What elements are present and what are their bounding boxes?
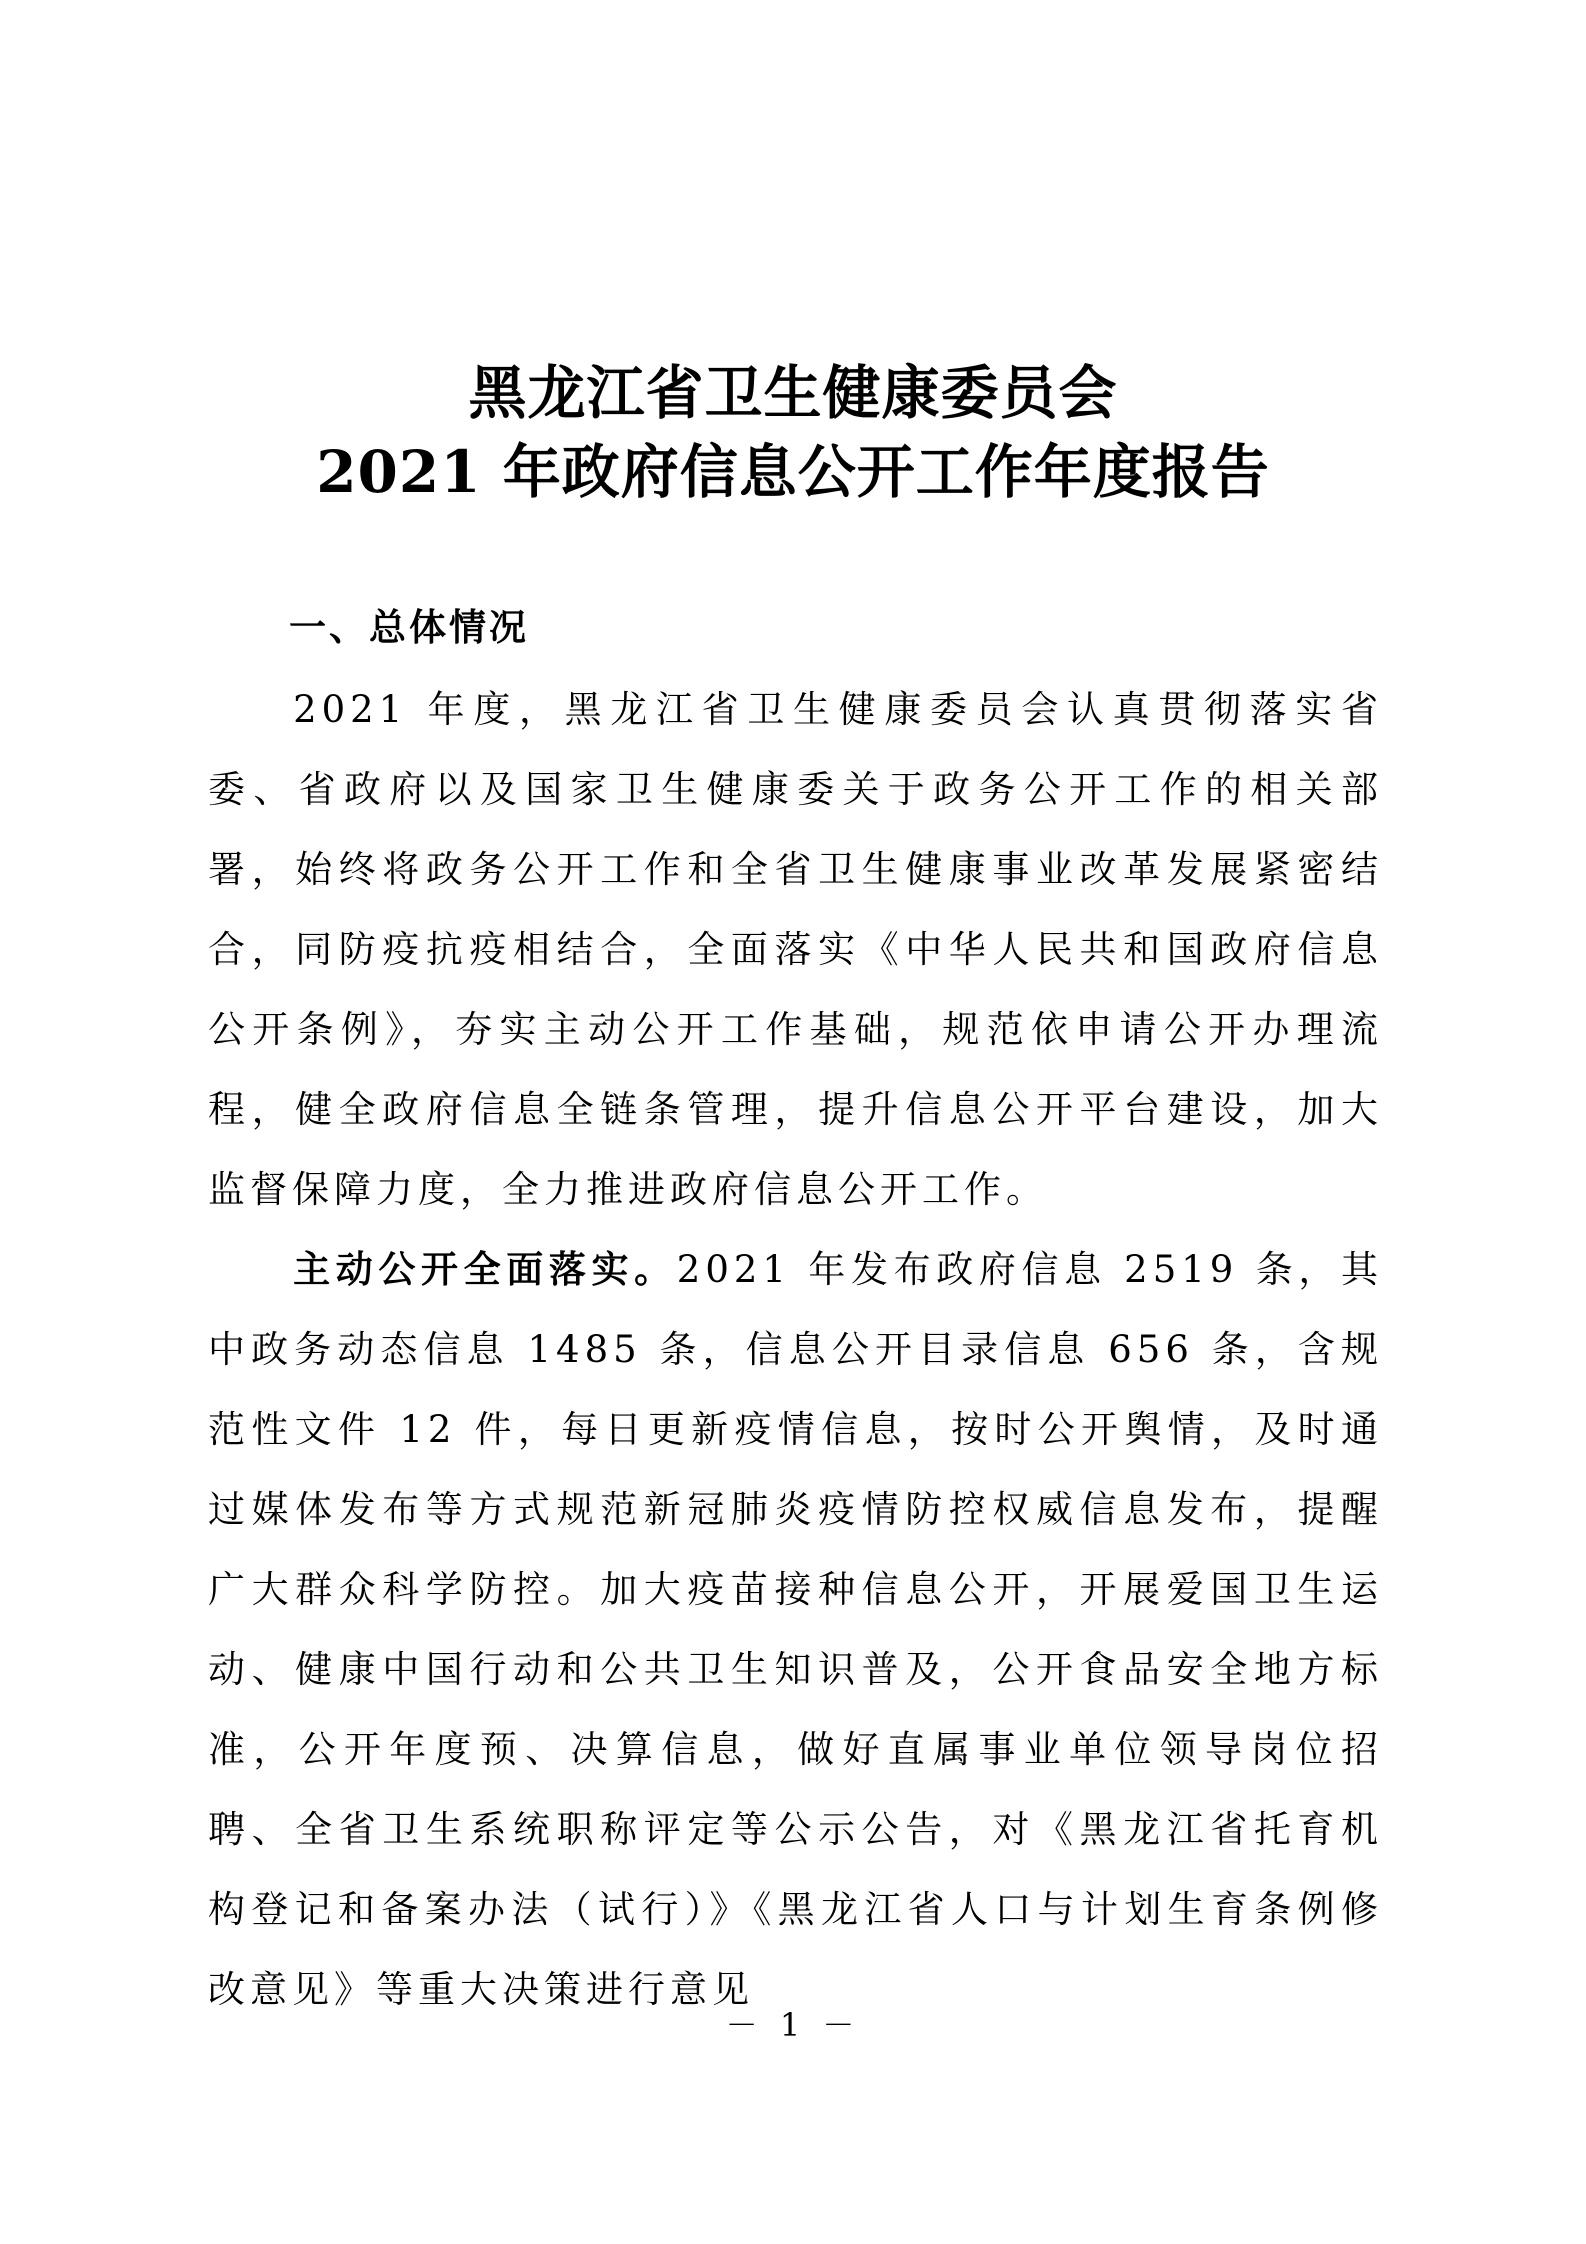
paragraph-lead-phrase: 主动公开全面落实。	[293, 1248, 677, 1291]
paragraph-body-text: 2021 年发布政府信息 2519 条，其中政务动态信息 1485 条，信息公开目录信息 656 条，含规范性文件 12 件，每日更新疫情信息，按时公开舆情，及时通过媒体发布等方式规范新冠肺炎疫情防控权威信息发布，提醒广大群众科学防控。加大疫苗接种信息公开，开展爱国卫生运动、健康中国行动和公共卫生知识普及，公开食品安全地方标准，公开年度预、决算信息，做好直属事业单位领导岗位招聘、全省卫生系统职称评定等公示公告，对《黑龙江省托育机构登记和备案办法（试行）》《黑龙江省人口与计划生育条例修改意见》等重大决策进行意见	[208, 1248, 1384, 2011]
paragraph-proactive-disclosure	[208, 1230, 1383, 2030]
section-heading: 一、总体情况	[289, 606, 529, 649]
paragraph-overview: 2021 年度，黑龙江省卫生健康委员会认真贯彻落实省委、省政府以及国家卫生健康委关于政务公开工作的相关部署，始终将政务公开工作和全省卫生健康事业改革发展紧密结合，同防疫抗疫相结合，全面落实《中华人民共和国政府信息公开条例》，夯实主动公开工作基础，规范依申请公开办理流程，健全政府信息全链条管理，提升信息公开平台建设，加大监督保障力度，全力推进政府信息公开工作。	[208, 688, 1383, 1211]
document-title-line-2: 2021 年政府信息公开工作年度报告	[316, 438, 1270, 506]
document-title-line-1: 黑龙江省卫生健康委员会	[468, 359, 1118, 427]
page-number: － 1 －	[725, 2006, 861, 2044]
